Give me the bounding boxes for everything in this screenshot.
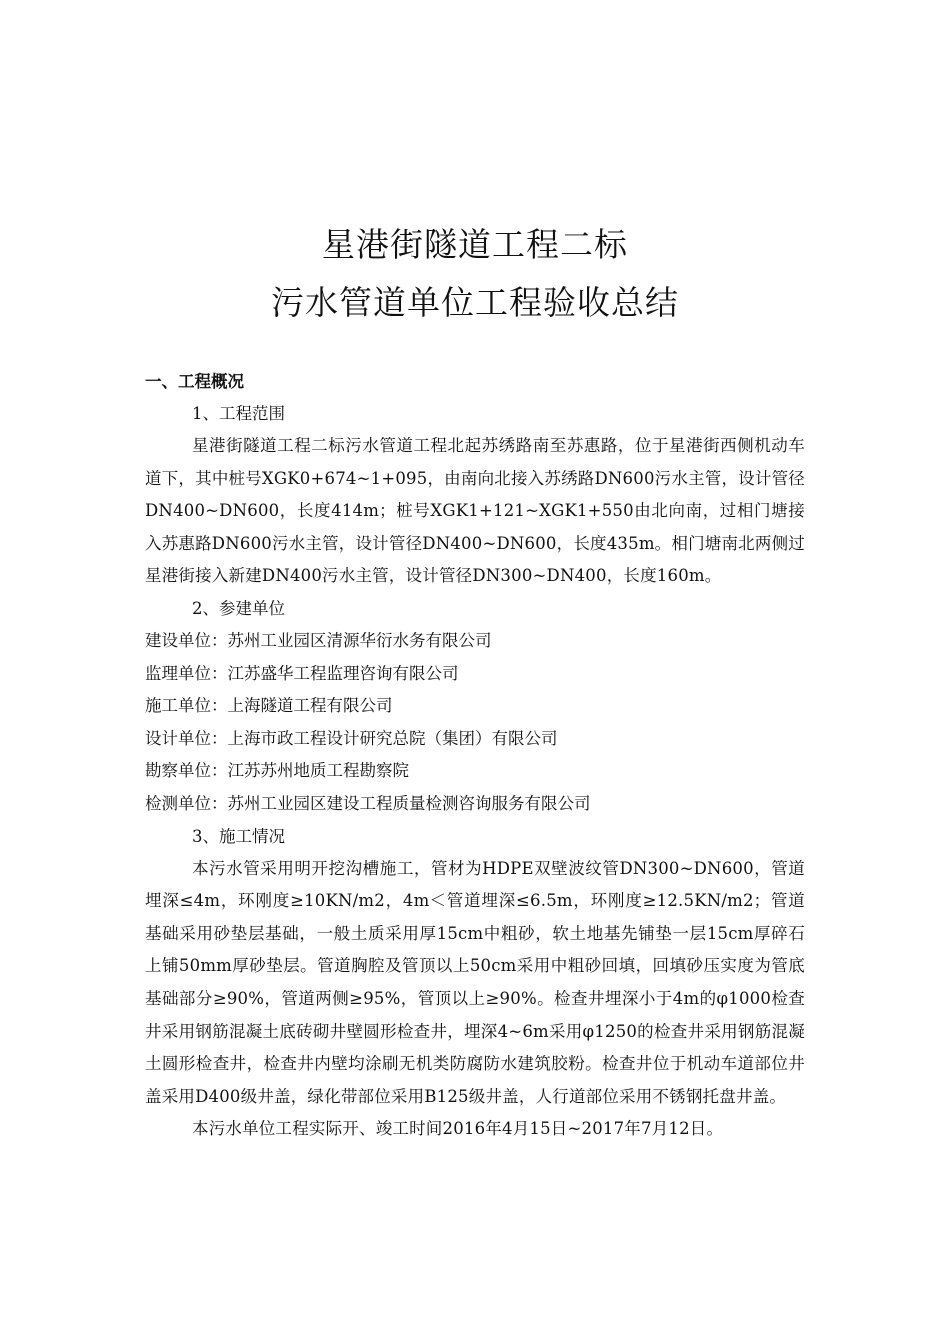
document-title-line-1: 星港街隧道工程二标 bbox=[322, 225, 628, 264]
unit-line-contractor: 施工单位：上海隧道工程有限公司 bbox=[145, 696, 393, 716]
subheading-construction: 3、施工情况 bbox=[192, 826, 285, 846]
subheading-scope: 1、工程范围 bbox=[192, 404, 285, 423]
paragraph-scope: 星港街隧道工程二标污水管道工程北起苏绣路南至苏惠路，位于星港街西侧机动车道下，其中桩号XGK0+674~1+095，由南向北接入苏绣路DN600污水主管，设计管径DN400~DN600，长度414m；桩号XGK1+121~XGK1+550由北向南，过相门塘接入苏惠路DN600污水主管，设计管径DN400~DN600，长度435m。相门塘南北两侧过星港街接入新建DN400污水主管，设计管径DN300~DN400，长度160m。 bbox=[145, 436, 805, 586]
section-heading-overview: 一、工程概况 bbox=[145, 372, 244, 391]
unit-line-designer: 设计单位：上海市政工程设计研究总院（集团）有限公司 bbox=[145, 728, 558, 748]
unit-line-inspector: 检测单位：苏州工业园区建设工程质量检测咨询服务有限公司 bbox=[145, 793, 591, 813]
unit-line-supervisor: 监理单位：江苏盛华工程监理咨询有限公司 bbox=[145, 663, 459, 683]
document-title-line-2: 污水管道单位工程验收总结 bbox=[271, 283, 679, 322]
subheading-participating-units: 2、参建单位 bbox=[192, 598, 285, 618]
title-block bbox=[0, 218, 950, 330]
unit-line-owner: 建设单位：苏州工业园区清源华衍水务有限公司 bbox=[145, 630, 492, 650]
paragraph-construction-dates: 本污水单位工程实际开、竣工时间2016年4月15日~2017年7月12日。 bbox=[192, 1119, 724, 1139]
paragraph-construction-details: 本污水管采用明开挖沟槽施工，管材为HDPE双壁波纹管DN300~DN600，管道埋深≤4m，环刚度≥10KN/m2，4m＜管道埋深≤6.5m，环刚度≥12.5KN/m2；管道基础采用砂垫层基础，一般土质采用厚15cm中粗砂，软土地基先铺垫一层15cm厚碎石上铺50mm厚砂垫层。管道胸腔及管顶以上50cm采用中粗砂回填，回填砂压实度为管底基础部分≥90%，管道两侧≥95%，管顶以上≥90%。检查井埋深小于4m的φ1000检查井采用钢筋混凝土底砖砌井壁圆形检查井，埋深4~6m采用φ1250的检查井采用钢筋混凝土圆形检查井，检查井内壁均涂刷无机类防腐防水建筑胶粉。检查井位于机动车道部位井盖采用D400级井盖，绿化带部位采用B125级井盖，人行道部位采用不锈钢托盘井盖。 bbox=[145, 858, 805, 1106]
unit-line-surveyor: 勘察单位：江苏苏州地质工程勘察院 bbox=[145, 761, 409, 781]
document-body bbox=[145, 366, 805, 1146]
